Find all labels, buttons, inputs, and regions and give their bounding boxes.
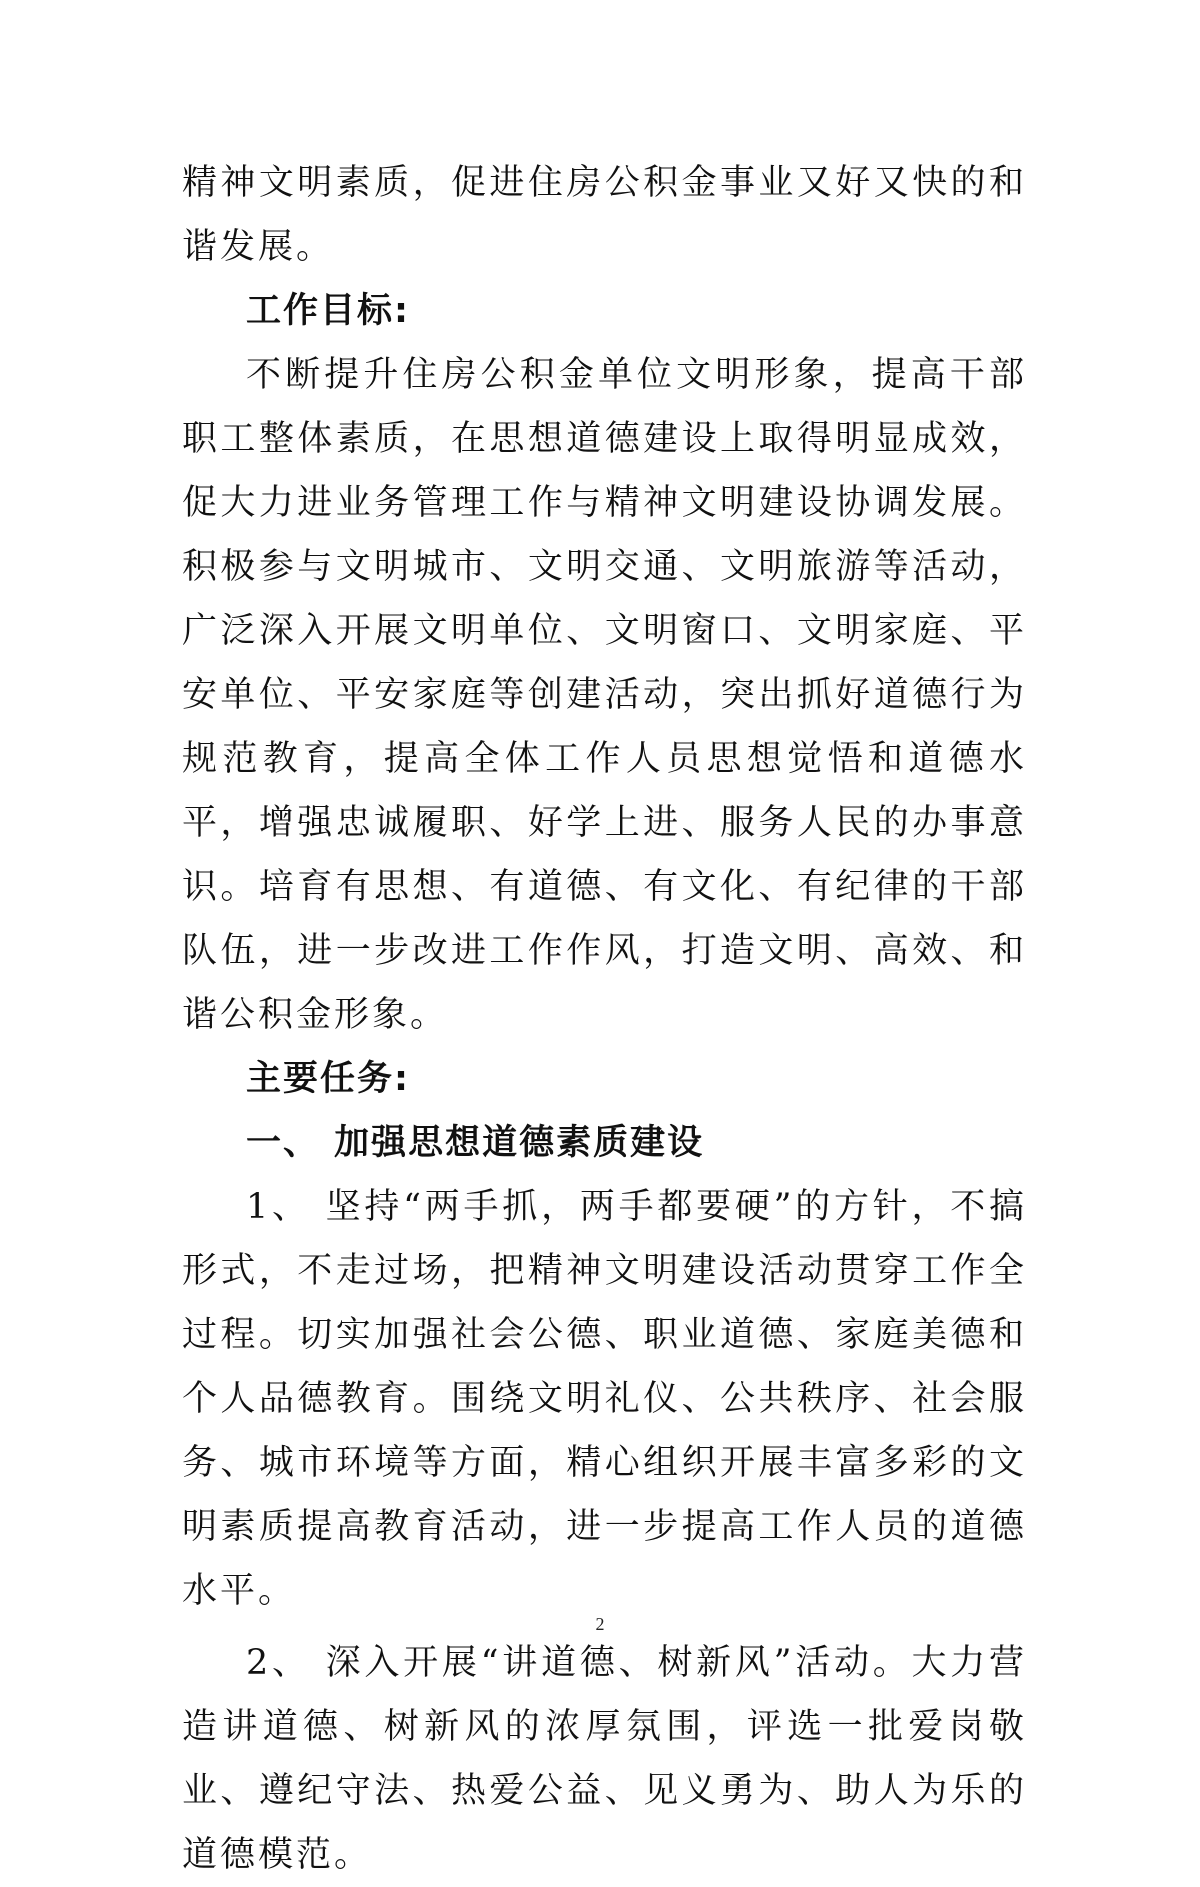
paragraph-item-2: 2、 深入开展“讲道德、树新风”活动。大力营造讲道德、树新风的浓厚氛围，评选一批爱岗敬业、遵纪守法、热爱公益、见义勇为、助人为乐的道德模范。 [182,1643,1027,1875]
heading-work-goals: 工作目标: [246,291,410,331]
heading-section-one: 一、 加强思想道德素质建设 [246,1123,705,1163]
paragraph-continuation: 精神文明素质，促进住房公积金事业又好又快的和谐发展。 [182,163,1027,267]
paragraph-work-goals: 不断提升住房公积金单位文明形象，提高干部职工整体素质，在思想道德建设上取得明显成效，促大力进业务管理工作与精神文明建设协调发展。积极参与文明城市、文明交通、文明旅游等活动，广泛深入开展文明单位、文明窗口、文明家庭、平安单位、平安家庭等创建活动，突出抓好道德行为规范教育，提高全体工作人员思想觉悟和道德水平，增强忠诚履职、好学上进、服务人民的办事意识。培育有思想、有道德、有文化、有纪律的干部队伍，进一步改进工作作风，打造文明、高效、和谐公积金形象。 [182,355,1027,1035]
page-number: 2 [595,1614,605,1634]
paragraph-item-1: 1、 坚持“两手抓，两手都要硬”的方针，不搞形式，不走过场，把精神文明建设活动贯穿工作全过程。切实加强社会公德、职业道德、家庭美德和个人品德教育。围绕文明礼仪、公共秩序、社会服务、城市环境等方面，精心组织开展丰富多彩的文明素质提高教育活动，进一步提高工作人员的道德水平。 [182,1187,1027,1611]
heading-main-tasks: 主要任务: [246,1059,410,1099]
